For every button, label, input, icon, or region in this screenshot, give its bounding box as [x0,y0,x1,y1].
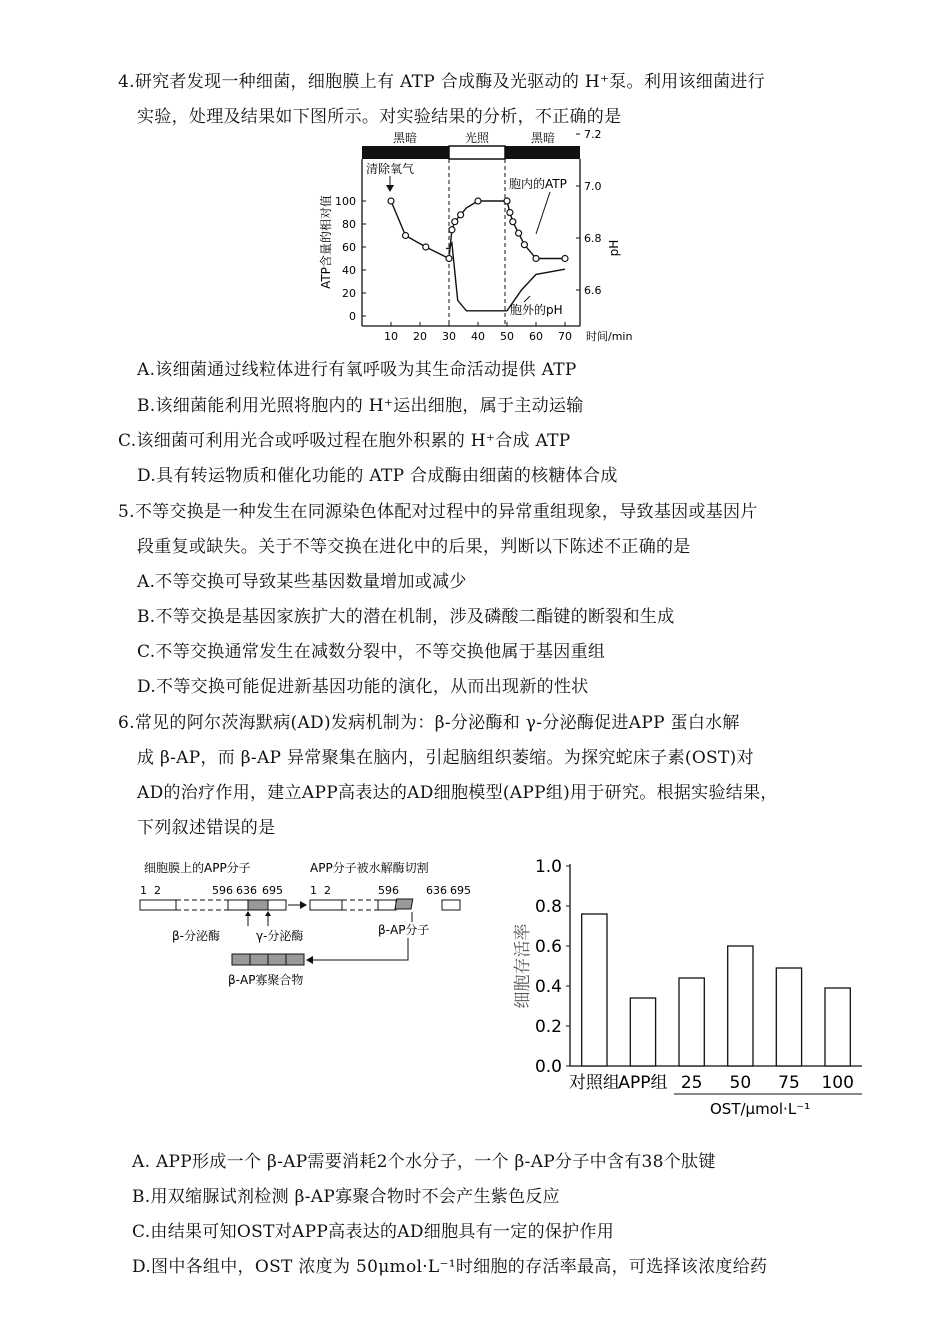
fig3-x-tick-label: 对照组 [568,1073,620,1093]
fig2-aggregate-arrow [310,938,408,960]
q4-option-d: D.具有转运物质和催化功能的 ATP 合成酶由细菌的核糖体合成 [137,466,618,486]
fig2-aggregate-arrowhead [306,956,313,964]
fig2-left-num-1: 1 [140,884,147,897]
fig3-bar [679,978,704,1066]
fig1-atp-point [533,256,539,262]
q4-stem-line2: 实验，处理及结果如下图所示。对实验结果的分析，不正确的是 [137,107,622,127]
fig2-right-app-bar-c [442,900,460,910]
fig1-dark-bar-2 [505,146,580,159]
q5-option-c: C.不等交换通常发生在减数分裂中，不等交换他属于基因重组 [137,642,606,662]
fig1-y-tick-label: 40 [342,264,356,277]
q4-option-a: A.该细菌通过线粒体进行有氧呼吸为其生命活动提供 ATP [137,360,577,380]
fig2-left-num-2: 2 [154,884,161,897]
fig2-right-beta-ap-fragment [395,899,413,909]
fig2-left-app-bar-mid [228,900,248,910]
fig3-x-tick-label: APP组 [618,1073,668,1093]
fig2-right-num-636: 636 [426,884,447,897]
fig3-x-tick-label: 25 [680,1073,703,1093]
fig2-left-beta-ap-segment [248,900,268,910]
fig3-y-tick-label: 0.4 [534,977,562,997]
fig1-y-right-tick-label: 6.6 [584,284,602,297]
q5-stem-line1: 5.不等交换是一种发生在同源染色体配对过程中的异常重组现象，导致基因或基因片 [118,502,758,522]
fig3-x-unit: OST/μmol·L⁻¹ [710,1100,811,1118]
fig2-right-app-bar-mid [378,900,396,910]
fig2-left-app-bar-c [268,900,286,910]
fig3-bar [630,998,655,1066]
fig2-left-num-596: 596 [212,884,233,897]
fig1-atp-ph-chart [310,126,650,348]
fig2-right-app-bar-n [310,900,342,910]
fig1-atp-point [423,244,429,250]
fig3-y-tick-label: 0.0 [534,1057,562,1077]
fig1-y-right-tick-label: 6.8 [584,232,602,245]
q5-option-a: A.不等交换可导致某些基因数量增加或减少 [137,572,467,592]
fig3-y-label: 细胞存活率 [513,923,533,1009]
fig1-atp-point [504,198,510,204]
fig1-y-tick-label: 100 [335,195,356,208]
fig1-x-tick-label: 50 [500,330,514,343]
fig1-atp-point [446,256,452,262]
fig3-y-tick-label: 0.6 [534,937,562,957]
fig1-bar-label-dark2: 黑暗 [530,131,556,145]
fig2-right-num-596: 596 [378,884,399,897]
fig1-x-tick-label: 70 [558,330,572,343]
fig1-y-tick-label: 60 [342,241,356,254]
q6-option-d: D.图中各组中，OST 浓度为 50μmol·L⁻¹时细胞的存活率最高，可选择该浓度给药 [132,1257,768,1277]
fig2-left-num-695: 695 [262,884,283,897]
fig2-right-num-695: 695 [450,884,471,897]
fig1-atp-point [403,233,409,239]
fig2-aggregate-block-4 [286,954,304,965]
q5-option-d: D.不等交换可能促进新基因功能的演化，从而出现新的性状 [137,677,589,697]
fig1-atp-point [507,210,513,216]
fig1-arrowhead-o2 [386,185,394,192]
fig1-y-tick-label: 0 [349,310,356,323]
fig1-x-tick-label: 40 [471,330,485,343]
fig2-left-app-bar-n [140,900,176,910]
fig1-x-unit: 时间/min [586,330,633,343]
fig2-left-num-636: 636 [236,884,257,897]
fig1-atp-point [452,219,458,225]
fig1-x-tick-label: 10 [384,330,398,343]
fig3-y-tick-label: 0.8 [534,897,562,917]
fig2-aggregate-block-3 [268,954,286,965]
fig1-ph-curve [446,243,565,311]
fig1-bar-label-dark1: 黑暗 [392,131,418,145]
q6-stem-line1: 6.常见的阿尔茨海默病(AD)发病机制为：β-分泌酶和 γ-分泌酶促进APP 蛋白水解 [118,713,740,733]
fig1-x-tick-label: 30 [442,330,456,343]
q6-option-b: B.用双缩脲试剂检测 β-AP寡聚合物时不会产生紫色反应 [132,1187,560,1207]
fig3-x-tick-label: 50 [729,1073,752,1093]
fig1-y-right-tick-label: 7.0 [584,180,602,193]
fig1-atp-point [521,242,527,248]
fig1-atp-point [449,227,455,233]
q4-option-c: C.该细菌可利用光合或呼吸过程在胞外积累的 H⁺合成 ATP [118,431,571,451]
fig1-light-bar [449,146,505,159]
fig1-atp-point [475,198,481,204]
fig1-atp-point [458,212,464,218]
fig3-y-tick-label: 1.0 [534,857,562,877]
fig2-aggregate-block-1 [232,954,250,965]
fig3-bar [825,988,850,1066]
q5-stem-line2: 段重复或缺失。关于不等交换在进化中的后果，判断以下陈述不正确的是 [137,537,691,557]
fig3-bar [582,914,607,1066]
fig1-dark-bar-1 [362,146,449,159]
fig2-gamma-enzyme: γ-分泌酶 [256,929,304,943]
fig3-y-tick-label: 0.2 [534,1017,562,1037]
fig2-process-arrowhead [300,901,307,909]
fig1-atp-curve [391,201,565,259]
fig2-right-num-2: 2 [324,884,331,897]
fig2-aggregate-block-2 [250,954,268,965]
fig1-atp-point [516,230,522,236]
fig3-x-tick-label: 75 [778,1073,800,1093]
fig1-y-right-tick-label: 7.2 [584,128,602,141]
fig2-aggregate-label: β-AP寡聚合物 [228,973,304,987]
q6-option-a: A. APP形成一个 β-AP需要消耗2个水分子，一个 β-AP分子中含有38个肽键 [132,1152,716,1172]
fig3-bar [728,946,753,1066]
q6-stem-line2: 成 β-AP，而 β-AP 异常聚集在脑内，引起脑组织萎缩。为探究蛇床子素(OST)对 [137,748,754,768]
fig1-atp-point [510,219,516,225]
fig2-beta-enzyme: β-分泌酶 [172,929,220,943]
fig1-annotation-atp: 胞内的ATP [509,177,567,191]
fig2-gamma-arrowhead [265,911,271,916]
q4-stem-line1: 4.研究者发现一种细菌，细胞膜上有 ATP 合成酶及光驱动的 H⁺泵。利用该细菌进行 [118,72,765,92]
fig3-x-tick-label: 100 [821,1073,854,1093]
fig1-annotation-ph: 胞外的pH [510,303,563,317]
fig1-x-tick-label: 60 [529,330,543,343]
fig1-annotation-o2: 清除氧气 [366,162,415,176]
fig1-bar-label-light: 光照 [464,131,490,145]
fig3-survival-bar-chart [510,852,880,1122]
fig1-leader-ph [524,296,530,302]
fig1-y-left-label: ATP含量的相对值 [319,195,333,289]
fig1-atp-point [562,256,568,262]
fig1-y-tick-label: 80 [342,218,356,231]
fig2-right-num-1: 1 [310,884,317,897]
fig1-y-tick-label: 20 [342,287,356,300]
q6-stem-line4: 下列叙述错误的是 [137,818,276,838]
fig2-beta-arrowhead [245,911,251,916]
fig2-title-right: APP分子被水解酶切割 [310,861,429,875]
fig1-x-tick-label: 20 [413,330,427,343]
fig1-leader-atp [536,192,550,234]
q6-stem-line3: AD的治疗作用，建立APP高表达的AD细胞模型(APP组)用于研究。根据实验结果， [137,783,778,803]
fig2-title-left: 细胞膜上的APP分子 [144,861,251,875]
fig1-y-right-label: pH [607,239,621,257]
fig1-atp-point [388,198,394,204]
fig2-app-cleavage-diagram [132,858,492,998]
fig2-beta-ap-label: β-AP分子 [378,923,430,937]
fig3-bar [776,968,801,1066]
q4-option-b: B.该细菌能利用光照将胞内的 H⁺运出细胞，属于主动运输 [137,396,584,416]
q6-option-c: C.由结果可知OST对APP高表达的AD细胞具有一定的保护作用 [132,1222,615,1242]
q5-option-b: B.不等交换是基因家族扩大的潜在机制，涉及磷酸二酯键的断裂和生成 [137,607,675,627]
